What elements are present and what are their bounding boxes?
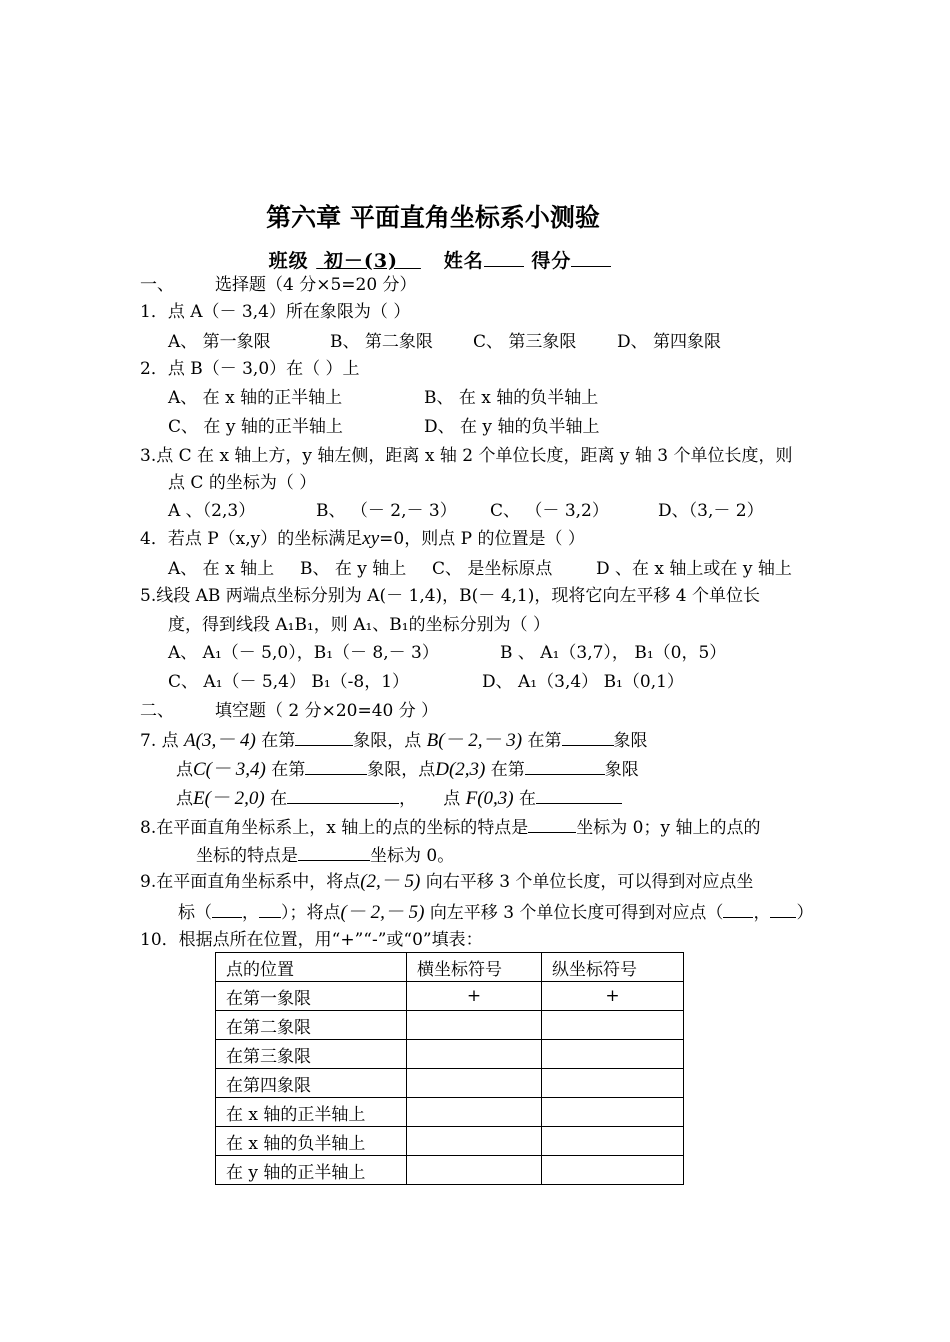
q1-option-c[interactable]: C、 第三象限: [473, 332, 577, 352]
q5-option-b[interactable]: B 、 A₁（3,7）， B₁（0，5）: [500, 643, 727, 663]
table-row: [216, 1069, 684, 1098]
cell-y-sign[interactable]: [542, 1040, 684, 1069]
q7-blank-4[interactable]: [525, 757, 605, 775]
q9-blank-3[interactable]: [723, 900, 753, 918]
q8-blank-2[interactable]: [298, 843, 370, 861]
cell-x-sign[interactable]: [407, 1069, 542, 1098]
q9-blank-4[interactable]: [770, 900, 796, 918]
cell-y-sign[interactable]: [542, 1011, 684, 1040]
q7-line2: 点C(－ 3,4) 在第 象限，点D(2,3) 在第 象限: [176, 759, 639, 780]
q1-stem: 1．点 A（－ 3,4）所在象限为（ ）: [140, 302, 411, 322]
q4-stem: 4．若点 P（x,y）的坐标满足xy=0，则点 P 的位置是（ ）: [140, 528, 585, 549]
point-a: A(3,－ 4): [184, 730, 256, 751]
q1-option-b[interactable]: B、 第二象限: [330, 332, 433, 352]
q9-blank-2[interactable]: [259, 900, 281, 918]
q7-blank-5[interactable]: [287, 786, 399, 804]
q5-option-c[interactable]: C、 A₁（－ 5,4） B₁（-8，1）: [168, 672, 410, 692]
q3-stem-line2: 点 C 的坐标为（ ）: [168, 473, 317, 493]
point-d: D(2,3): [435, 759, 486, 780]
cell-y-sign[interactable]: [542, 1156, 684, 1185]
table-header-row: [216, 953, 684, 982]
point-e: E(－ 2,0): [193, 788, 265, 809]
point-b: B(－ 2,－ 3): [426, 730, 523, 751]
cell-x-sign[interactable]: [407, 1040, 542, 1069]
section-2-title: 填空题（ 2 分×20=40 分 ）: [215, 701, 439, 721]
cell-y-sign[interactable]: [542, 1127, 684, 1156]
q7-blank-1[interactable]: [295, 728, 353, 746]
q2-option-c[interactable]: C、 在 y 轴的正半轴上: [168, 417, 343, 437]
q2-stem: 2．点 B（－ 3,0）在（ ）上: [140, 359, 360, 379]
q7-blank-6[interactable]: [536, 786, 622, 804]
student-info: [0, 246, 880, 273]
q3-option-a[interactable]: A 、（2,3）: [168, 501, 256, 521]
q7-blank-2[interactable]: [562, 728, 614, 746]
table-row: [216, 1127, 684, 1156]
table-row: [216, 1011, 684, 1040]
q4-option-c[interactable]: C、 是坐标原点: [432, 559, 553, 579]
q3-option-c[interactable]: C、 （－ 3,2）: [490, 501, 609, 521]
q5-stem-line1: 5.线段 AB 两端点坐标分别为 A(－ 1,4)，B(－ 4,1)，现将它向左平移 4 个单位长: [140, 586, 761, 606]
cell-position: 在第二象限: [216, 1011, 407, 1040]
score-blank[interactable]: [571, 249, 611, 267]
class-label: 班级: [268, 250, 309, 272]
q9-line2: 标（ ， ）；将点(－ 2,－ 5) 向左平移 3 个单位长度可得到对应点（ ， ）: [178, 902, 814, 923]
q1-option-d[interactable]: D、 第四象限: [617, 332, 722, 352]
q8-blank-1[interactable]: [528, 815, 576, 833]
name-blank[interactable]: [484, 249, 524, 267]
q3-option-b[interactable]: B、 （－ 2,－ 3）: [316, 501, 457, 521]
cell-position: 在第三象限: [216, 1040, 407, 1069]
q2-option-a[interactable]: A、 在 x 轴的正半轴上: [168, 388, 343, 408]
cell-x-sign[interactable]: [407, 1127, 542, 1156]
table-row: [216, 1098, 684, 1127]
q4-option-b[interactable]: B、 在 y 轴上: [300, 559, 407, 579]
q5-option-a[interactable]: A、 A₁（－ 5,0），B₁（－ 8,－ 3）: [168, 643, 439, 663]
q9-line1: 9.在平面直角坐标系中，将点(2,－ 5) 向右平移 3 个单位长度，可以得到对应点坐: [140, 871, 754, 892]
q7-line3: 点E(－ 2,0) 在 ， 点 F(0,3) 在: [176, 786, 622, 810]
cell-position: 在第一象限: [216, 982, 407, 1011]
q3-stem-line1: 3.点 C 在 x 轴上方，y 轴左侧，距离 x 轴 2 个单位长度，距离 y 轴 3 个单位长度，则: [140, 446, 793, 466]
cell-x-sign[interactable]: +: [407, 982, 542, 1011]
q3-option-d[interactable]: D、（3,－ 2）: [658, 501, 764, 521]
q5-option-d[interactable]: D、 A₁（3,4） B₁（0,1）: [482, 672, 684, 692]
q8-line2: 坐标的特点是 坐标为 0。: [196, 843, 454, 867]
q9-point-2: (－ 2,－ 5): [340, 902, 425, 923]
cell-position: 在第四象限: [216, 1069, 407, 1098]
table-row: [216, 1040, 684, 1069]
score-label: 得分: [531, 250, 572, 272]
class-value: 初－(3): [323, 250, 399, 272]
q8-line1: 8.在平面直角坐标系上，x 轴上的点的坐标的特点是 坐标为 0；y 轴上的点的: [140, 815, 760, 839]
q10-stem: 10．根据点所在位置，用“+”“-”或“0”填表：: [140, 930, 483, 950]
q9-point-1: (2,－ 5): [360, 871, 421, 892]
sign-table: [215, 952, 684, 1185]
cell-y-sign[interactable]: [542, 1069, 684, 1098]
cell-position: 在 y 轴的正半轴上: [216, 1156, 407, 1185]
q4-math-xy: xy: [362, 528, 380, 549]
q7-blank-3[interactable]: [305, 757, 367, 775]
cell-y-sign[interactable]: +: [542, 982, 684, 1011]
header-y-sign: 纵坐标符号: [542, 953, 684, 982]
table-row: [216, 1156, 684, 1185]
header-x-sign: 横坐标符号: [407, 953, 542, 982]
q2-option-b[interactable]: B、 在 x 轴的负半轴上: [424, 388, 599, 408]
q4-option-d[interactable]: D 、在 x 轴上或在 y 轴上: [596, 559, 792, 579]
q2-option-d[interactable]: D、 在 y 轴的负半轴上: [424, 417, 600, 437]
name-label: 姓名: [443, 250, 484, 272]
section-1-title: 选择题（4 分×5=20 分）: [215, 275, 417, 295]
point-f: F(0,3): [465, 788, 514, 809]
table-row: [216, 982, 684, 1011]
section-2-number: 二、: [140, 701, 174, 721]
cell-y-sign[interactable]: [542, 1098, 684, 1127]
cell-position: 在 x 轴的正半轴上: [216, 1098, 407, 1127]
cell-x-sign[interactable]: [407, 1011, 542, 1040]
q4-option-a[interactable]: A、 在 x 轴上: [168, 559, 275, 579]
q9-blank-1[interactable]: [212, 900, 242, 918]
page-title: 第六章 平面直角坐标系小测验: [266, 203, 600, 232]
cell-x-sign[interactable]: [407, 1098, 542, 1127]
point-c: C(－ 3,4): [193, 759, 266, 780]
cell-position: 在 x 轴的负半轴上: [216, 1127, 407, 1156]
cell-x-sign[interactable]: [407, 1156, 542, 1185]
q5-stem-line2: 度，得到线段 A₁B₁，则 A₁、B₁的坐标分别为（ ）: [168, 615, 551, 635]
q1-option-a[interactable]: A、 第一象限: [168, 332, 271, 352]
section-1-number: 一、: [140, 275, 174, 295]
q7-line1: 7. 点 A(3,－ 4) 在第 象限，点 B(－ 2,－ 3) 在第 象限: [140, 730, 648, 751]
header-position: 点的位置: [216, 953, 407, 982]
